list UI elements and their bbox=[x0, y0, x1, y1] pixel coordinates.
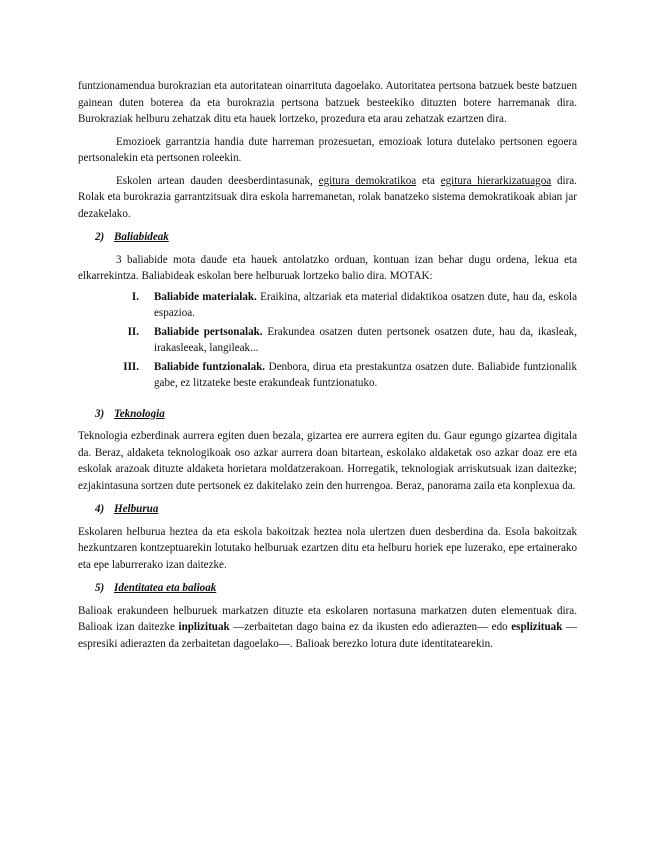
list-item-term: Baliabide pertsonalak. bbox=[154, 325, 263, 338]
section-title: Baliabideak bbox=[114, 231, 169, 243]
section-number: 4) bbox=[95, 503, 105, 515]
text-run: Eskolen artean dauden deesberdintasunak, bbox=[116, 174, 313, 187]
paragraph-school-differences bbox=[78, 173, 577, 223]
paragraph-bureaucracy: funtzionamendua burokrazian eta autoritatean oinarrituta dagoelako. Autoritatea pertsona batzuek beste batzuen gainean duten boterea da eta burokrazia pertsona batzuek besteekiko dituzten botere harremanak dira. Burokraziak helburu zehatzak ditu eta hauek lortzeko, prozedura eta arau zehatzak ezartzen dira. bbox=[78, 80, 577, 125]
paragraph-goal: Eskolaren helburua heztea da eta eskola bakoitzak heztea nola ulertzen duen desberdina da. Esola bakoitzak hezkuntzaren kontzeptuarekin lotutako helburuak ezartzen ditu eta helburu horiek epe luzerako, epe ertainerako eta epe laburrerako izan daitezke. bbox=[78, 525, 577, 571]
section-title: Identitatea eta balioak bbox=[114, 582, 217, 594]
text-run: eta bbox=[421, 174, 435, 187]
list-item-description: Eraikina, altzariak eta material didaktikoa osatzen dute, hau da, eskola espazioa. bbox=[154, 290, 577, 319]
roman-numeral: I. bbox=[131, 290, 139, 303]
section-heading-goal bbox=[78, 501, 577, 518]
section-number: 3) bbox=[95, 407, 105, 420]
list-item-text bbox=[154, 289, 577, 322]
paragraph-technology: Teknologia ezberdinak aurrera egiten duen bezala, gizartea ere aurrera egiten du. Gaur egungo gizartea digitala da. Beraz, aldaketa teknologikoak oso azkar aurrera doan bitartean, eskolako aldaketak oso azkar doaz ere eta eskolak arazoak dituzte aldaketa horietara moldatzerakoan. Horregatik, teknologiak arriskutsuak izan daitezke; ezjakintasuna sortzen dute pertsonek ez dakitelako zein den hurrengoa. Beraz, panorama zaila eta konplexua da. bbox=[78, 430, 577, 492]
resources-list bbox=[78, 289, 577, 392]
text-run: dira. Rolak eta burokrazia garrantzitsuak dira eskola harremanetan, rolak banatzeko sistema demokratikoak abian jar dezakelako. bbox=[78, 174, 577, 220]
bold-term-explicit: esplizituak bbox=[511, 621, 563, 633]
section-heading-resources bbox=[78, 229, 577, 246]
list-item-text bbox=[154, 324, 577, 357]
section-number: 2) bbox=[95, 231, 105, 243]
bold-term-implicit: inplizituak bbox=[178, 621, 230, 633]
section-heading-technology bbox=[78, 406, 577, 423]
paragraph-emotions: Emozioek garrantzia handia dute harreman prozesuetan, emozioak lotura dutelako pertsonen egoera pertsonalekin eta pertsonen roleekin. bbox=[78, 135, 577, 164]
section-number: 5) bbox=[95, 582, 105, 594]
list-item-text bbox=[154, 359, 577, 392]
list-item bbox=[78, 359, 577, 392]
list-item bbox=[78, 289, 577, 322]
list-item bbox=[78, 324, 577, 357]
text-run: Balioak erakundeen helburuek markatzen dituzte eta eskolaren nortasuna markatzen duten elementuak dira. Balioak izan daitezke bbox=[78, 604, 577, 633]
underlined-term-hierarchical: egitura hierarkizatuagoa bbox=[440, 174, 552, 187]
section-title: Helburua bbox=[114, 503, 159, 515]
text-run: —espresiki adierazten da zerbaitetan dagoelako—. Balioak berezko lotura dute identitatearekin. bbox=[78, 621, 577, 650]
list-item-term: Baliabide funtzionalak. bbox=[154, 360, 266, 373]
paragraph-identity-values bbox=[78, 603, 577, 653]
list-item-description: Denbora, dirua eta prestakuntza osatzen dute. Baliabide funtzionalik gabe, ez litzateke beste erakundeak funtzionatuko. bbox=[154, 360, 577, 389]
section-heading-identity bbox=[78, 580, 577, 597]
roman-numeral: II. bbox=[127, 325, 139, 338]
section-title: Teknologia bbox=[114, 407, 165, 420]
list-item-term: Baliabide materialak. bbox=[154, 290, 257, 303]
roman-numeral: III. bbox=[123, 360, 139, 373]
underlined-term-democratic: egitura demokratikoa bbox=[318, 174, 417, 187]
text-run: —zerbaitetan dago baina ez da ikusten edo adierazten— edo bbox=[233, 621, 508, 633]
list-item-description: Erakundea osatzen duten pertsonek osatzen dute, hau da, ikasleak, irakasleeak, langileak... bbox=[154, 325, 577, 354]
paragraph-resources-intro: 3 baliabide mota daude eta hauek antolatzko orduan, kontuan izan behar dugu ordena, lekua eta elkarrekintza. Baliabideak eskolan bere helburuak lortzeko balio dira. MOTAK: bbox=[78, 253, 577, 282]
